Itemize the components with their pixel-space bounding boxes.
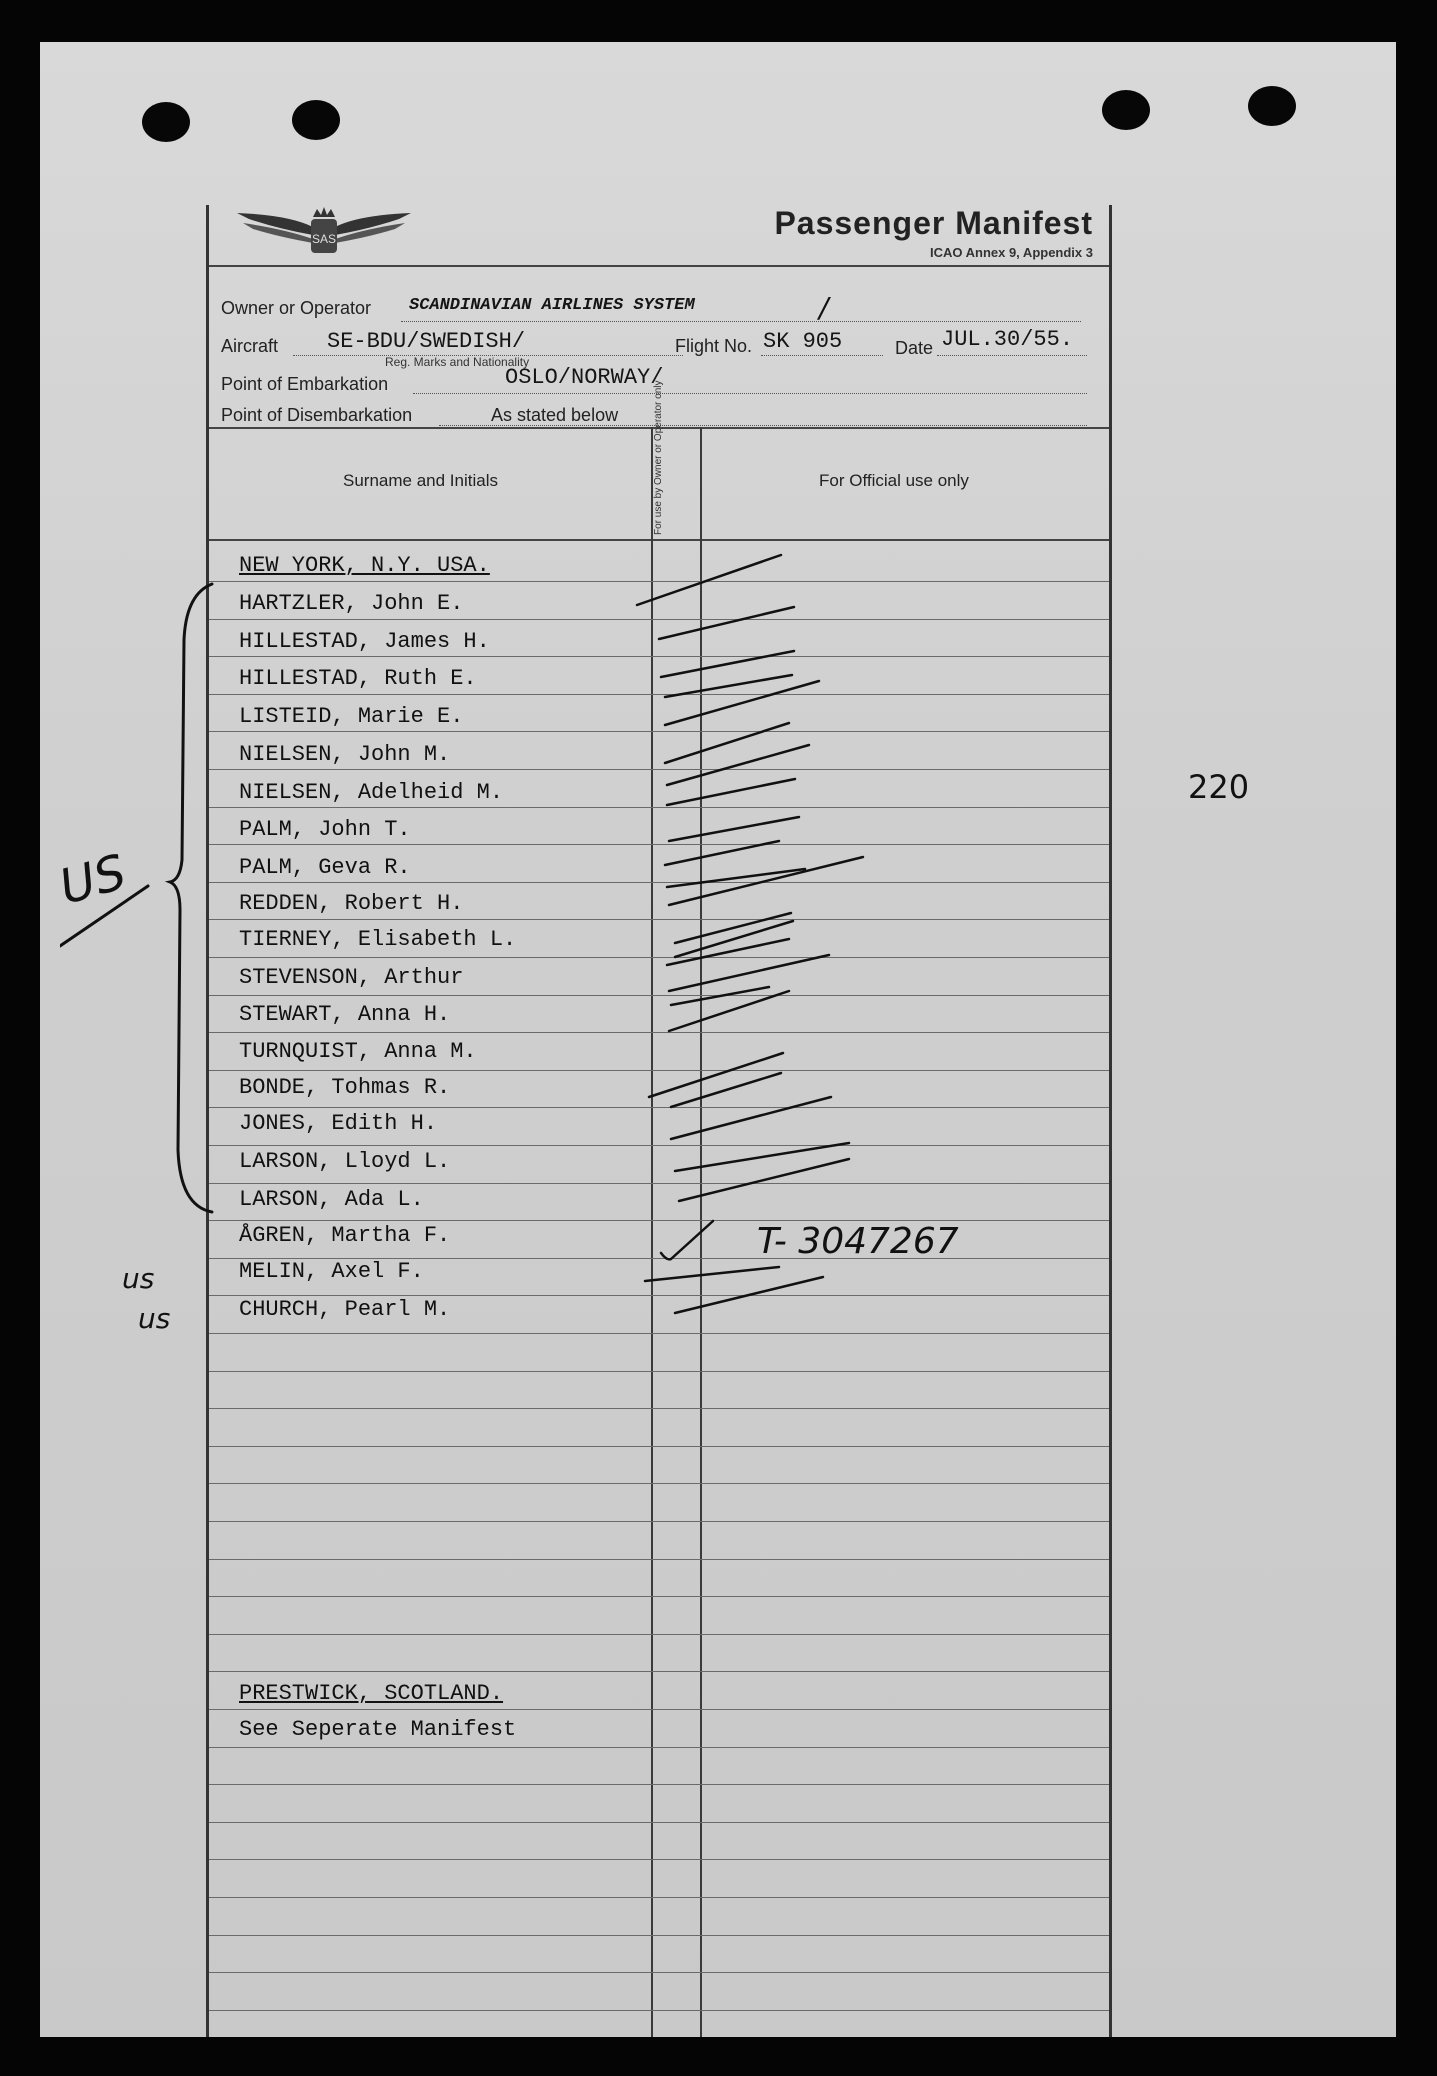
list-item: See Seperate Manifest (239, 1717, 517, 1742)
list-item: MELIN, Axel F. (239, 1259, 424, 1284)
list-item: BONDE, Tohmas R. (239, 1075, 451, 1100)
table-row-line (209, 1596, 1109, 1597)
embark-label: Point of Embarkation (221, 374, 389, 394)
embark-value: OSLO/NORWAY/ (505, 365, 664, 390)
owner-mark: / (819, 291, 829, 324)
date-value: JUL.30/55. (941, 327, 1074, 352)
list-item: PRESTWICK, SCOTLAND. (239, 1681, 504, 1706)
page-number: 220 (1188, 768, 1250, 806)
list-item: TIERNEY, Elisabeth L. (239, 927, 517, 952)
list-item: HILLESTAD, James H. (239, 629, 490, 654)
punch-hole (142, 102, 190, 142)
table-row-line (209, 1859, 1109, 1860)
table-row-line (209, 1897, 1109, 1898)
table-row-line (209, 1559, 1109, 1560)
punch-hole (1248, 86, 1296, 126)
flight-value: SK 905 (763, 329, 843, 354)
official-note: T- 3047267 (757, 1221, 959, 1262)
table-row-line (209, 1634, 1109, 1635)
form-subtitle: ICAO Annex 9, Appendix 3 (929, 245, 1093, 260)
us-annotation: US (53, 844, 133, 916)
list-item: HARTZLER, John E. (239, 591, 464, 616)
table-row-line (209, 1822, 1109, 1823)
table-row-line (209, 2010, 1109, 2011)
svg-text:SAS: SAS (311, 232, 337, 246)
list-item: REDDEN, Robert H. (239, 891, 464, 916)
list-item: HILLESTAD, Ruth E. (239, 666, 477, 691)
list-item: JONES, Edith H. (239, 1111, 438, 1136)
list-item: STEWART, Anna H. (239, 1002, 451, 1027)
reg-note: Reg. Marks and Nationality (385, 355, 530, 369)
us-annotation-melin: us (122, 1262, 155, 1295)
aircraft-value: SE-BDU/SWEDISH/ (327, 329, 526, 354)
list-item: NEW YORK, N.Y. USA. (239, 553, 490, 578)
tick-marks (209, 205, 1109, 1525)
list-item: ÅGREN, Martha F. (239, 1223, 451, 1248)
table-row-line (209, 1747, 1109, 1748)
column-header-operator: For use by Owner or Operator only (653, 380, 664, 535)
aircraft-label: Aircraft (221, 336, 279, 356)
disembark-value: As stated below (491, 405, 619, 425)
list-item: NIELSEN, Adelheid M. (239, 780, 504, 805)
table-row-line (209, 1671, 1109, 1672)
owner-value: SCANDINAVIAN AIRLINES SYSTEM (409, 296, 695, 315)
punch-hole (292, 100, 340, 140)
table-row-line (209, 1709, 1109, 1710)
list-item: NIELSEN, John M. (239, 742, 451, 767)
list-item: CHURCH, Pearl M. (239, 1297, 451, 1322)
table-row-line (209, 1784, 1109, 1785)
list-item: TURNQUIST, Anna M. (239, 1039, 477, 1064)
list-item: STEVENSON, Arthur (239, 965, 464, 990)
list-item: LARSON, Lloyd L. (239, 1149, 451, 1174)
us-annotation-church: us (138, 1302, 171, 1335)
flight-label: Flight No. (675, 336, 753, 356)
column-header-name: Surname and Initials (343, 471, 498, 490)
disembark-label: Point of Disembarkation (221, 405, 413, 425)
table-row-line (209, 1972, 1109, 1973)
list-item: PALM, Geva R. (239, 855, 411, 880)
list-item: LARSON, Ada L. (239, 1187, 424, 1212)
column-header-official: For Official use only (819, 471, 969, 490)
form-title: Passenger Manifest (774, 205, 1093, 241)
list-item: PALM, John T. (239, 817, 411, 842)
list-item: LISTEID, Marie E. (239, 704, 464, 729)
date-label: Date (895, 338, 934, 358)
punch-hole (1102, 90, 1150, 130)
manifest-form (206, 205, 1112, 2037)
owner-label: Owner or Operator (221, 298, 372, 318)
table-row-line (209, 1935, 1109, 1936)
